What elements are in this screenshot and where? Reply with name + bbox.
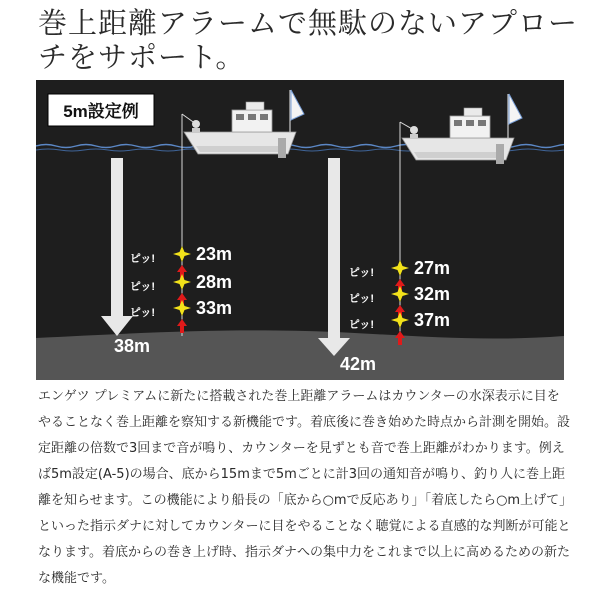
beep-star-icon	[173, 246, 191, 262]
fishing-boat-left	[182, 90, 304, 158]
beep-star-icon	[391, 260, 409, 276]
fishing-boat-right	[400, 94, 522, 164]
depth-marker-right-1	[349, 258, 450, 279]
bottom-depth-left: 38m	[114, 336, 151, 356]
depth-marker-left-2	[130, 265, 232, 293]
depth-label: 32m	[414, 284, 451, 304]
depth-label: 27m	[414, 258, 451, 278]
alarm-diagram	[36, 80, 564, 380]
beep-label: ピッ!	[129, 307, 155, 319]
up-arrow-icon	[177, 319, 187, 333]
headline: 巻上距離アラームで無駄のないアプローチをサポート。	[38, 6, 579, 74]
depth-label: 33m	[196, 298, 233, 318]
beep-label: ピッ!	[348, 293, 374, 305]
depth-marker-left-3	[130, 293, 232, 333]
descent-arrow-left	[101, 158, 133, 336]
bottom-depth-right: 42m	[340, 354, 377, 374]
setting-badge	[48, 94, 154, 126]
beep-star-icon	[391, 286, 409, 302]
description-text: エンゲツ プレミアムに新たに搭載された巻上距離アラームはカウンターの水深表示に目をやることなく巻上距離を察知する新機能です。着底後に巻き始めた時点から計測を開始。設定距離の倍数で3回まで音が鳴り、カウンターを見ずとも音で巻上距離がわかります。例えば5m設定(A-5)の場合、底から15mまで5mごとに計3回の通知音が鳴り、釣り人に巻上距離を知らせます。この機能により船長の「底から○mで反応あり」「着底したら○m上げて」といった指示ダナに対してカウンターに目をやることなく聴覚による直感的な判断が可能となります。着底からの巻き上げ時、指示ダナへの集中力をこれまで以上に高めるための新たな機能です。	[38, 389, 571, 586]
depth-marker-left-1	[130, 244, 232, 265]
beep-label: ピッ!	[348, 267, 374, 279]
beep-star-icon	[173, 274, 191, 290]
beep-star-icon	[173, 300, 191, 316]
descent-arrow-right	[318, 158, 350, 356]
depth-label: 37m	[414, 310, 451, 330]
depth-label: 23m	[196, 244, 233, 264]
depth-label: 28m	[196, 272, 233, 292]
depth-marker-right-2	[349, 279, 450, 305]
badge-label: 5m設定例	[63, 102, 139, 121]
beep-label: ピッ!	[129, 253, 155, 265]
beep-label: ピッ!	[348, 319, 374, 331]
beep-star-icon	[391, 312, 409, 328]
beep-label: ピッ!	[129, 281, 155, 293]
